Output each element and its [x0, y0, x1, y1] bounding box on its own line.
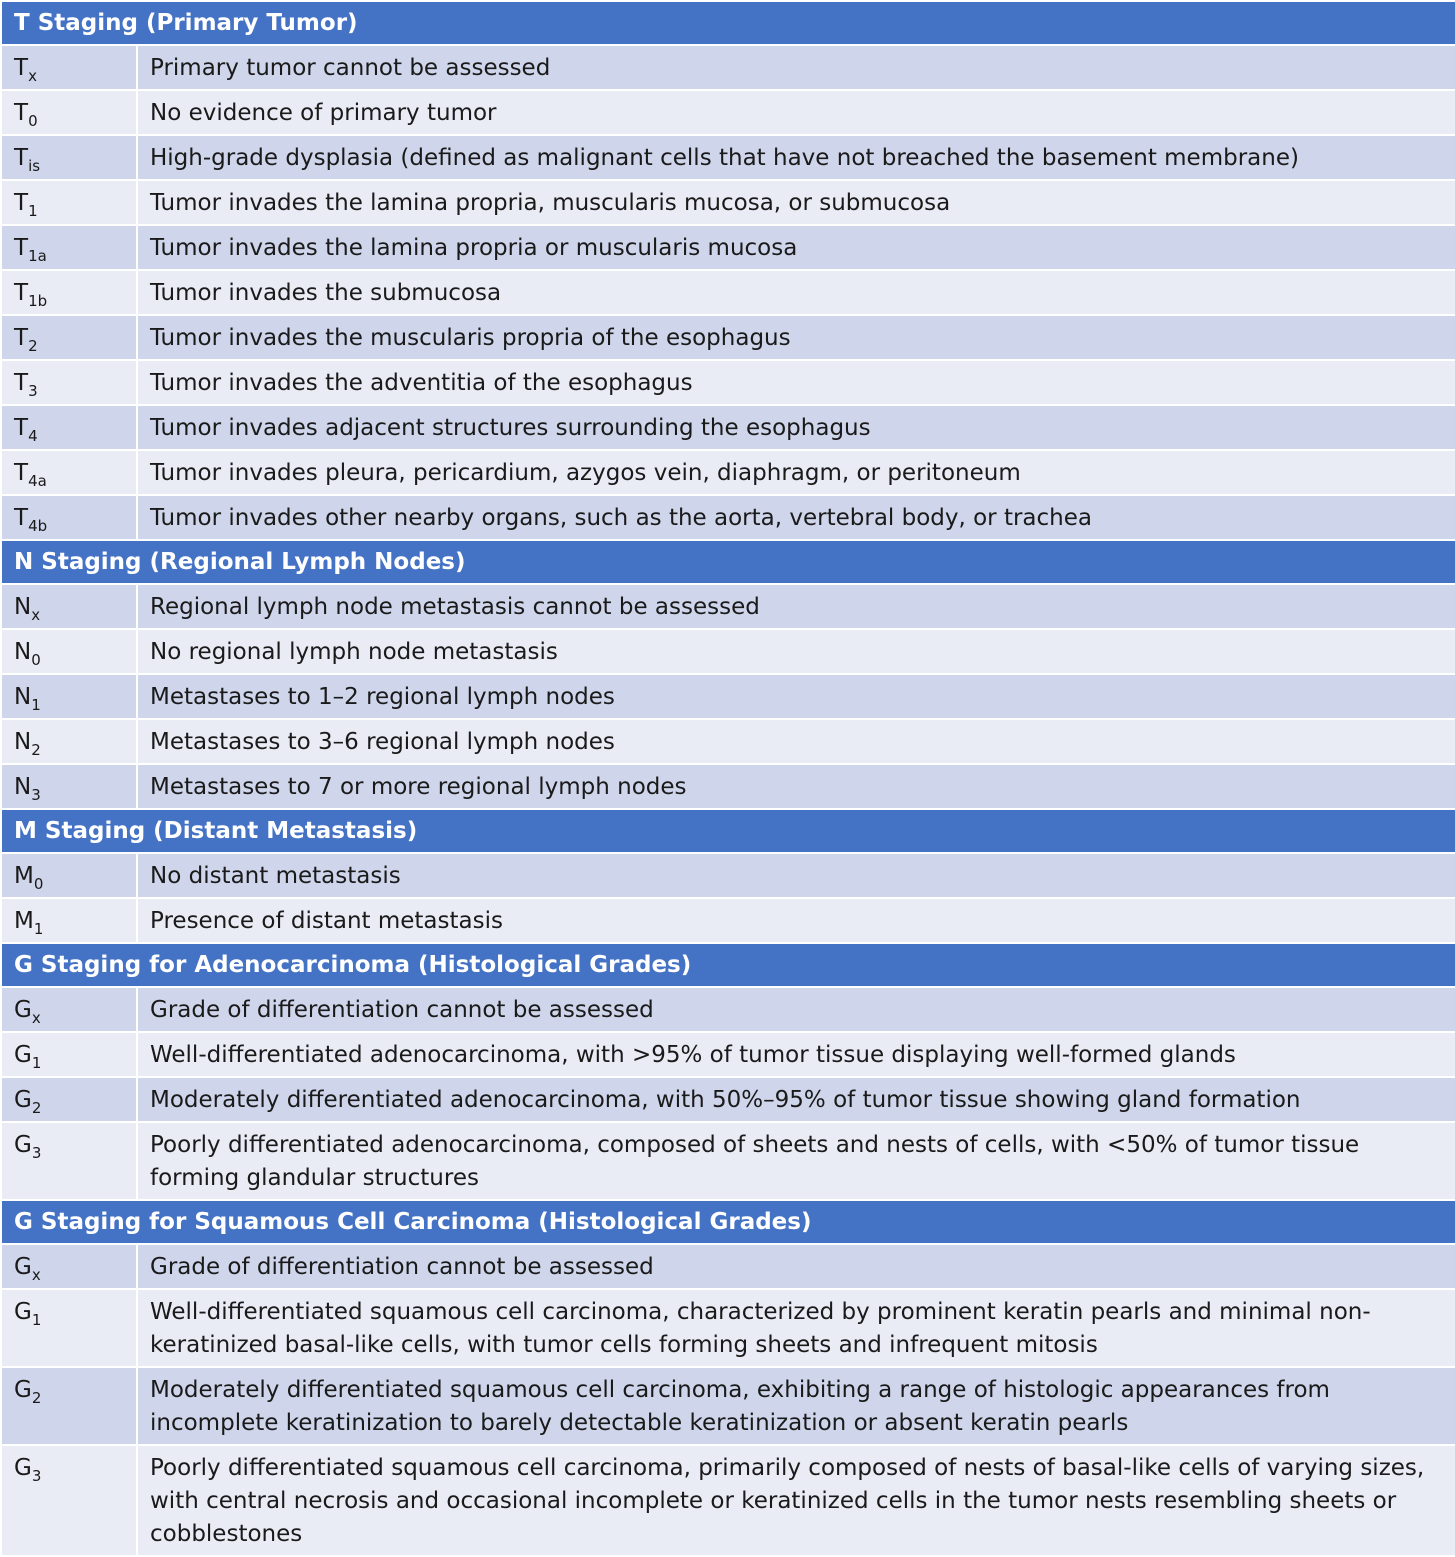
stage-code: $T_{4a}$ [1, 450, 137, 495]
stage-description: Tumor invades the muscularis propria of the esophagus [137, 315, 1455, 360]
stage-code: $T_1$ [1, 180, 137, 225]
stage-code: $T_0$ [1, 90, 137, 135]
stage-code: $N_x$ [1, 584, 137, 629]
stage-description: Tumor invades adjacent structures surrounding the esophagus [137, 405, 1455, 450]
table-row [1, 719, 1455, 764]
stage-code: $G_2$ [1, 1077, 137, 1122]
stage-code: $G_3$ [1, 1122, 137, 1200]
table-row [1, 405, 1455, 450]
stage-code: $G_2$ [1, 1367, 137, 1445]
section-header-t [1, 1, 1455, 45]
table-row [1, 135, 1455, 180]
stage-description: Tumor invades the adventitia of the esophagus [137, 360, 1455, 405]
stage-description: Presence of distant metastasis [137, 898, 1455, 943]
table-row [1, 495, 1455, 540]
stage-description: Tumor invades pleura, pericardium, azygos vein, diaphragm, or peritoneum [137, 450, 1455, 495]
stage-description: Poorly differentiated squamous cell carcinoma, primarily composed of nests of basal-like cells of varying sizes, with central necrosis and occasional incomplete or keratinized cells in the tumor nests resembling sheets or cobblestones [137, 1445, 1455, 1556]
table-row [1, 90, 1455, 135]
table-row [1, 1032, 1455, 1077]
stage-description: Metastases to 7 or more regional lymph nodes [137, 764, 1455, 809]
table-row [1, 1445, 1455, 1556]
stage-code: $N_1$ [1, 674, 137, 719]
table-row [1, 360, 1455, 405]
stage-description: Poorly differentiated adenocarcinoma, composed of sheets and nests of cells, with <50% of tumor tissue forming glandular structures [137, 1122, 1455, 1200]
table-row [1, 674, 1455, 719]
stage-code: $G_1$ [1, 1289, 137, 1367]
stage-code: $M_0$ [1, 853, 137, 898]
stage-description: Grade of differentiation cannot be assessed [137, 1244, 1455, 1289]
table-row [1, 180, 1455, 225]
stage-description: Metastases to 3–6 regional lymph nodes [137, 719, 1455, 764]
stage-description: Grade of differentiation cannot be assessed [137, 987, 1455, 1032]
stage-description: Moderately differentiated adenocarcinoma, with 50%–95% of tumor tissue showing gland formation [137, 1077, 1455, 1122]
stage-code: $M_1$ [1, 898, 137, 943]
table-row [1, 45, 1455, 90]
stage-description: No distant metastasis [137, 853, 1455, 898]
table-row [1, 1289, 1455, 1367]
table-row [1, 315, 1455, 360]
section-title: G Staging for Squamous Cell Carcinoma (Histological Grades) [1, 1200, 1455, 1244]
table-row [1, 270, 1455, 315]
stage-description: Metastases to 1–2 regional lymph nodes [137, 674, 1455, 719]
stage-description: Primary tumor cannot be assessed [137, 45, 1455, 90]
table-row [1, 898, 1455, 943]
section-header-g-adenocarcinoma [1, 943, 1455, 987]
stage-code: $T_{is}$ [1, 135, 137, 180]
stage-code: $T_{4b}$ [1, 495, 137, 540]
stage-code: $T_2$ [1, 315, 137, 360]
stage-code: $G_x$ [1, 987, 137, 1032]
stage-description: Tumor invades the lamina propria, muscularis mucosa, or submucosa [137, 180, 1455, 225]
section-title: G Staging for Adenocarcinoma (Histological Grades) [1, 943, 1455, 987]
table-row [1, 450, 1455, 495]
stage-code: $N_0$ [1, 629, 137, 674]
section-title: M Staging (Distant Metastasis) [1, 809, 1455, 853]
stage-description: No regional lymph node metastasis [137, 629, 1455, 674]
stage-description: Tumor invades the submucosa [137, 270, 1455, 315]
stage-code: $N_3$ [1, 764, 137, 809]
table-row [1, 629, 1455, 674]
section-header-n [1, 540, 1455, 584]
stage-description: Regional lymph node metastasis cannot be assessed [137, 584, 1455, 629]
stage-description: High-grade dysplasia (defined as malignant cells that have not breached the basement membrane) [137, 135, 1455, 180]
table-row [1, 1244, 1455, 1289]
stage-code: $T_3$ [1, 360, 137, 405]
stage-description: Moderately differentiated squamous cell carcinoma, exhibiting a range of histologic appearances from incomplete keratinization to barely detectable keratinization or absent keratin pearls [137, 1367, 1455, 1445]
stage-description: No evidence of primary tumor [137, 90, 1455, 135]
section-header-g-squamous [1, 1200, 1455, 1244]
table-row [1, 853, 1455, 898]
stage-code: $G_3$ [1, 1445, 137, 1556]
stage-code: $T_4$ [1, 405, 137, 450]
stage-code: $G_x$ [1, 1244, 137, 1289]
table-row [1, 764, 1455, 809]
stage-description: Well-differentiated adenocarcinoma, with >95% of tumor tissue displaying well-formed glands [137, 1032, 1455, 1077]
table-row [1, 225, 1455, 270]
table-row [1, 987, 1455, 1032]
stage-description: Well-differentiated squamous cell carcinoma, characterized by prominent keratin pearls and minimal non-keratinized basal-like cells, with tumor cells forming sheets and infrequent mitosis [137, 1289, 1455, 1367]
stage-description: Tumor invades other nearby organs, such as the aorta, vertebral body, or trachea [137, 495, 1455, 540]
stage-code: $T_{1b}$ [1, 270, 137, 315]
stage-code: $T_x$ [1, 45, 137, 90]
table-row [1, 1367, 1455, 1445]
stage-code: $G_1$ [1, 1032, 137, 1077]
stage-code: $T_{1a}$ [1, 225, 137, 270]
stage-description: Tumor invades the lamina propria or muscularis mucosa [137, 225, 1455, 270]
section-header-m [1, 809, 1455, 853]
section-title: N Staging (Regional Lymph Nodes) [1, 540, 1455, 584]
table-row [1, 1077, 1455, 1122]
table-row [1, 1122, 1455, 1200]
table-row [1, 584, 1455, 629]
section-title: T Staging (Primary Tumor) [1, 1, 1455, 45]
stage-code: $N_2$ [1, 719, 137, 764]
